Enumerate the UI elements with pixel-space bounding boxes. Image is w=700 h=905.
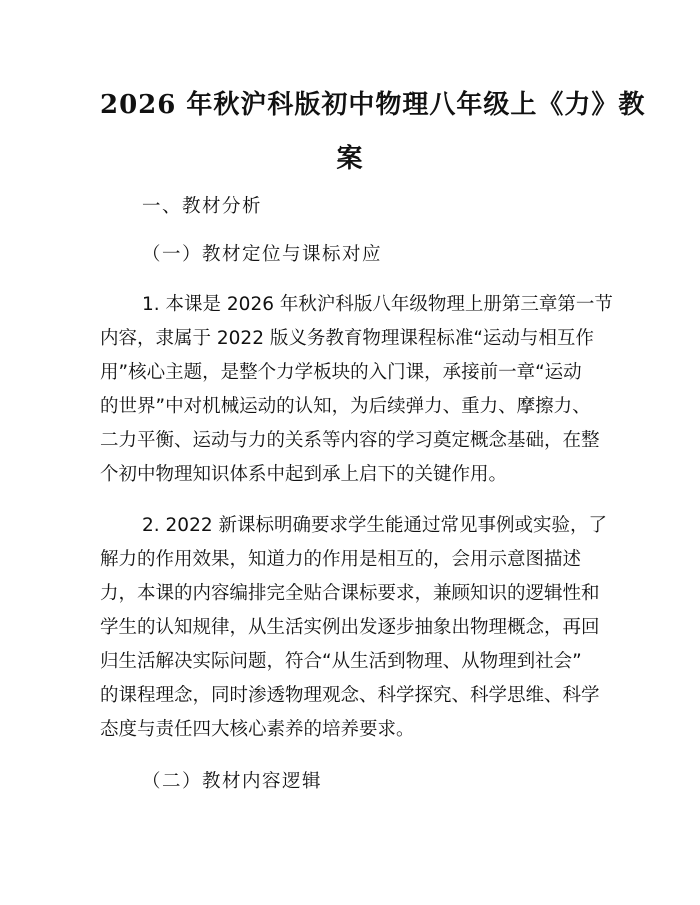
section-heading-textbook-analysis: 一、教材分析: [142, 196, 263, 217]
document-title-line-1: 2026 年秋沪科版初中物理八年级上《力》教: [100, 90, 646, 120]
paragraph-2-line: 归生活解决实际问题，符合“从生活到物理、从物理到社会”: [100, 651, 582, 672]
paragraph-2-line: 态度与责任四大核心素养的培养要求。: [100, 719, 415, 740]
subsection-heading-content-logic: （二）教材内容逻辑: [142, 771, 323, 792]
paragraph-1-line: 二力平衡、运动与力的关系等内容的学习奠定概念基础，在整: [100, 430, 600, 451]
paragraph-2-line: 力，本课的内容编排完全贴合课标要求，兼顾知识的逻辑性和: [100, 583, 600, 604]
paragraph-2-line: 解力的作用效果，知道力的作用是相互的，会用示意图描述: [100, 549, 582, 570]
subsection-heading-positioning: （一）教材定位与课标对应: [142, 244, 383, 265]
paragraph-2-line: 的课程理念，同时渗透物理观念、科学探究、科学思维、科学: [100, 685, 600, 706]
paragraph-1-line: 1. 本课是 2026 年秋沪科版八年级物理上册第三章第一节: [142, 294, 613, 315]
document-title-line-2: 案: [336, 144, 364, 174]
paragraph-1-line: 个初中物理知识体系中起到承上启下的关键作用。: [100, 464, 508, 485]
paragraph-2-line: 学生的认知规律，从生活实例出发逐步抽象出物理概念，再回: [100, 617, 600, 638]
paragraph-1-line: 的世界”中对机械运动的认知，为后续弹力、重力、摩擦力、: [100, 396, 591, 417]
paragraph-1-line: 内容，隶属于 2022 版义务教育物理课程标准“运动与相互作: [100, 328, 594, 349]
paragraph-1-line: 用”核心主题，是整个力学板块的入门课，承接前一章“运动: [100, 362, 582, 383]
paragraph-2-line: 2. 2022 新课标明确要求学生能通过常见事例或实验，了: [142, 515, 607, 536]
